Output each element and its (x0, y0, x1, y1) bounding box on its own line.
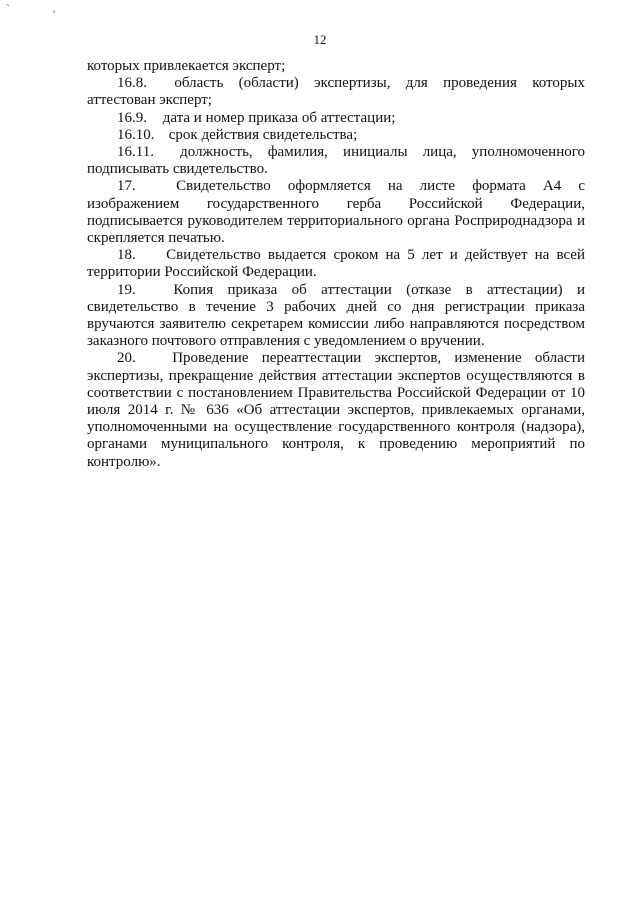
paragraph-text: срок действия свидетельства; (168, 126, 358, 143)
paragraph-number: 19. (117, 281, 136, 298)
scan-corner-marks: ` , (6, 4, 64, 15)
paragraph-16-9 (87, 110, 585, 127)
paragraph-text: область (области) экспертизы, для проведения которых аттестован эксперт; (87, 75, 585, 109)
paragraph-text: Копия приказа об аттестации (отказе в аттестации) и свидетельство в течение 3 рабочих дней со дня регистрации приказа вручаются заявителю секретарем комиссии либо направляются посредством заказного почтового отправления с уведомлением о вручении. (87, 281, 585, 350)
paragraph-text: которых привлекается эксперт; (87, 58, 286, 74)
paragraph-number: 17. (117, 178, 136, 195)
paragraph-17 (87, 178, 585, 247)
paragraph-text: Свидетельство оформляется на листе формата А4 с изображением государственного герба Российской Федерации, подписывается руководителем территориального органа Росприроднадзора и скрепляется печатью. (87, 178, 585, 247)
page-number: 12 (313, 32, 327, 47)
paragraph-text: дата и номер приказа об аттестации; (162, 109, 396, 126)
paragraph-18 (87, 247, 585, 281)
paragraph-number: 20. (117, 350, 136, 367)
paragraph-text: Свидетельство выдается сроком на 5 лет и действует на всей территории Российской Федерации. (87, 247, 585, 281)
paragraph-number: 18. (117, 247, 136, 264)
paragraph-number: 16.8. (117, 75, 147, 92)
paragraph-20 (87, 350, 585, 470)
paragraph-text: Проведение переаттестации экспертов, изменение области экспертизы, прекращение действия аттестации экспертов осуществляются в соответствии с постановлением Правительства Российской Федерации от 10 июля 2014 г. № 636 «Об аттестации экспертов, привлекаемых органами, уполномоченными на осуществление государственного контроля (надзора), органами муниципального контроля, к проведению мероприятий по контролю». (87, 350, 585, 470)
paragraph-text: должность, фамилия, инициалы лица, уполномоченного подписывать свидетельство. (87, 144, 586, 178)
paragraph-16-11 (87, 144, 585, 178)
paragraph-16-10 (87, 127, 585, 144)
paragraph-16-8 (87, 75, 585, 109)
paragraph-number: 16.11. (117, 144, 154, 161)
paragraph-number: 16.9. (117, 109, 147, 126)
document-body (87, 58, 585, 471)
paragraph-19 (87, 282, 585, 351)
paragraph-number: 16.10. (117, 126, 155, 143)
paragraph-continuation (87, 58, 585, 75)
